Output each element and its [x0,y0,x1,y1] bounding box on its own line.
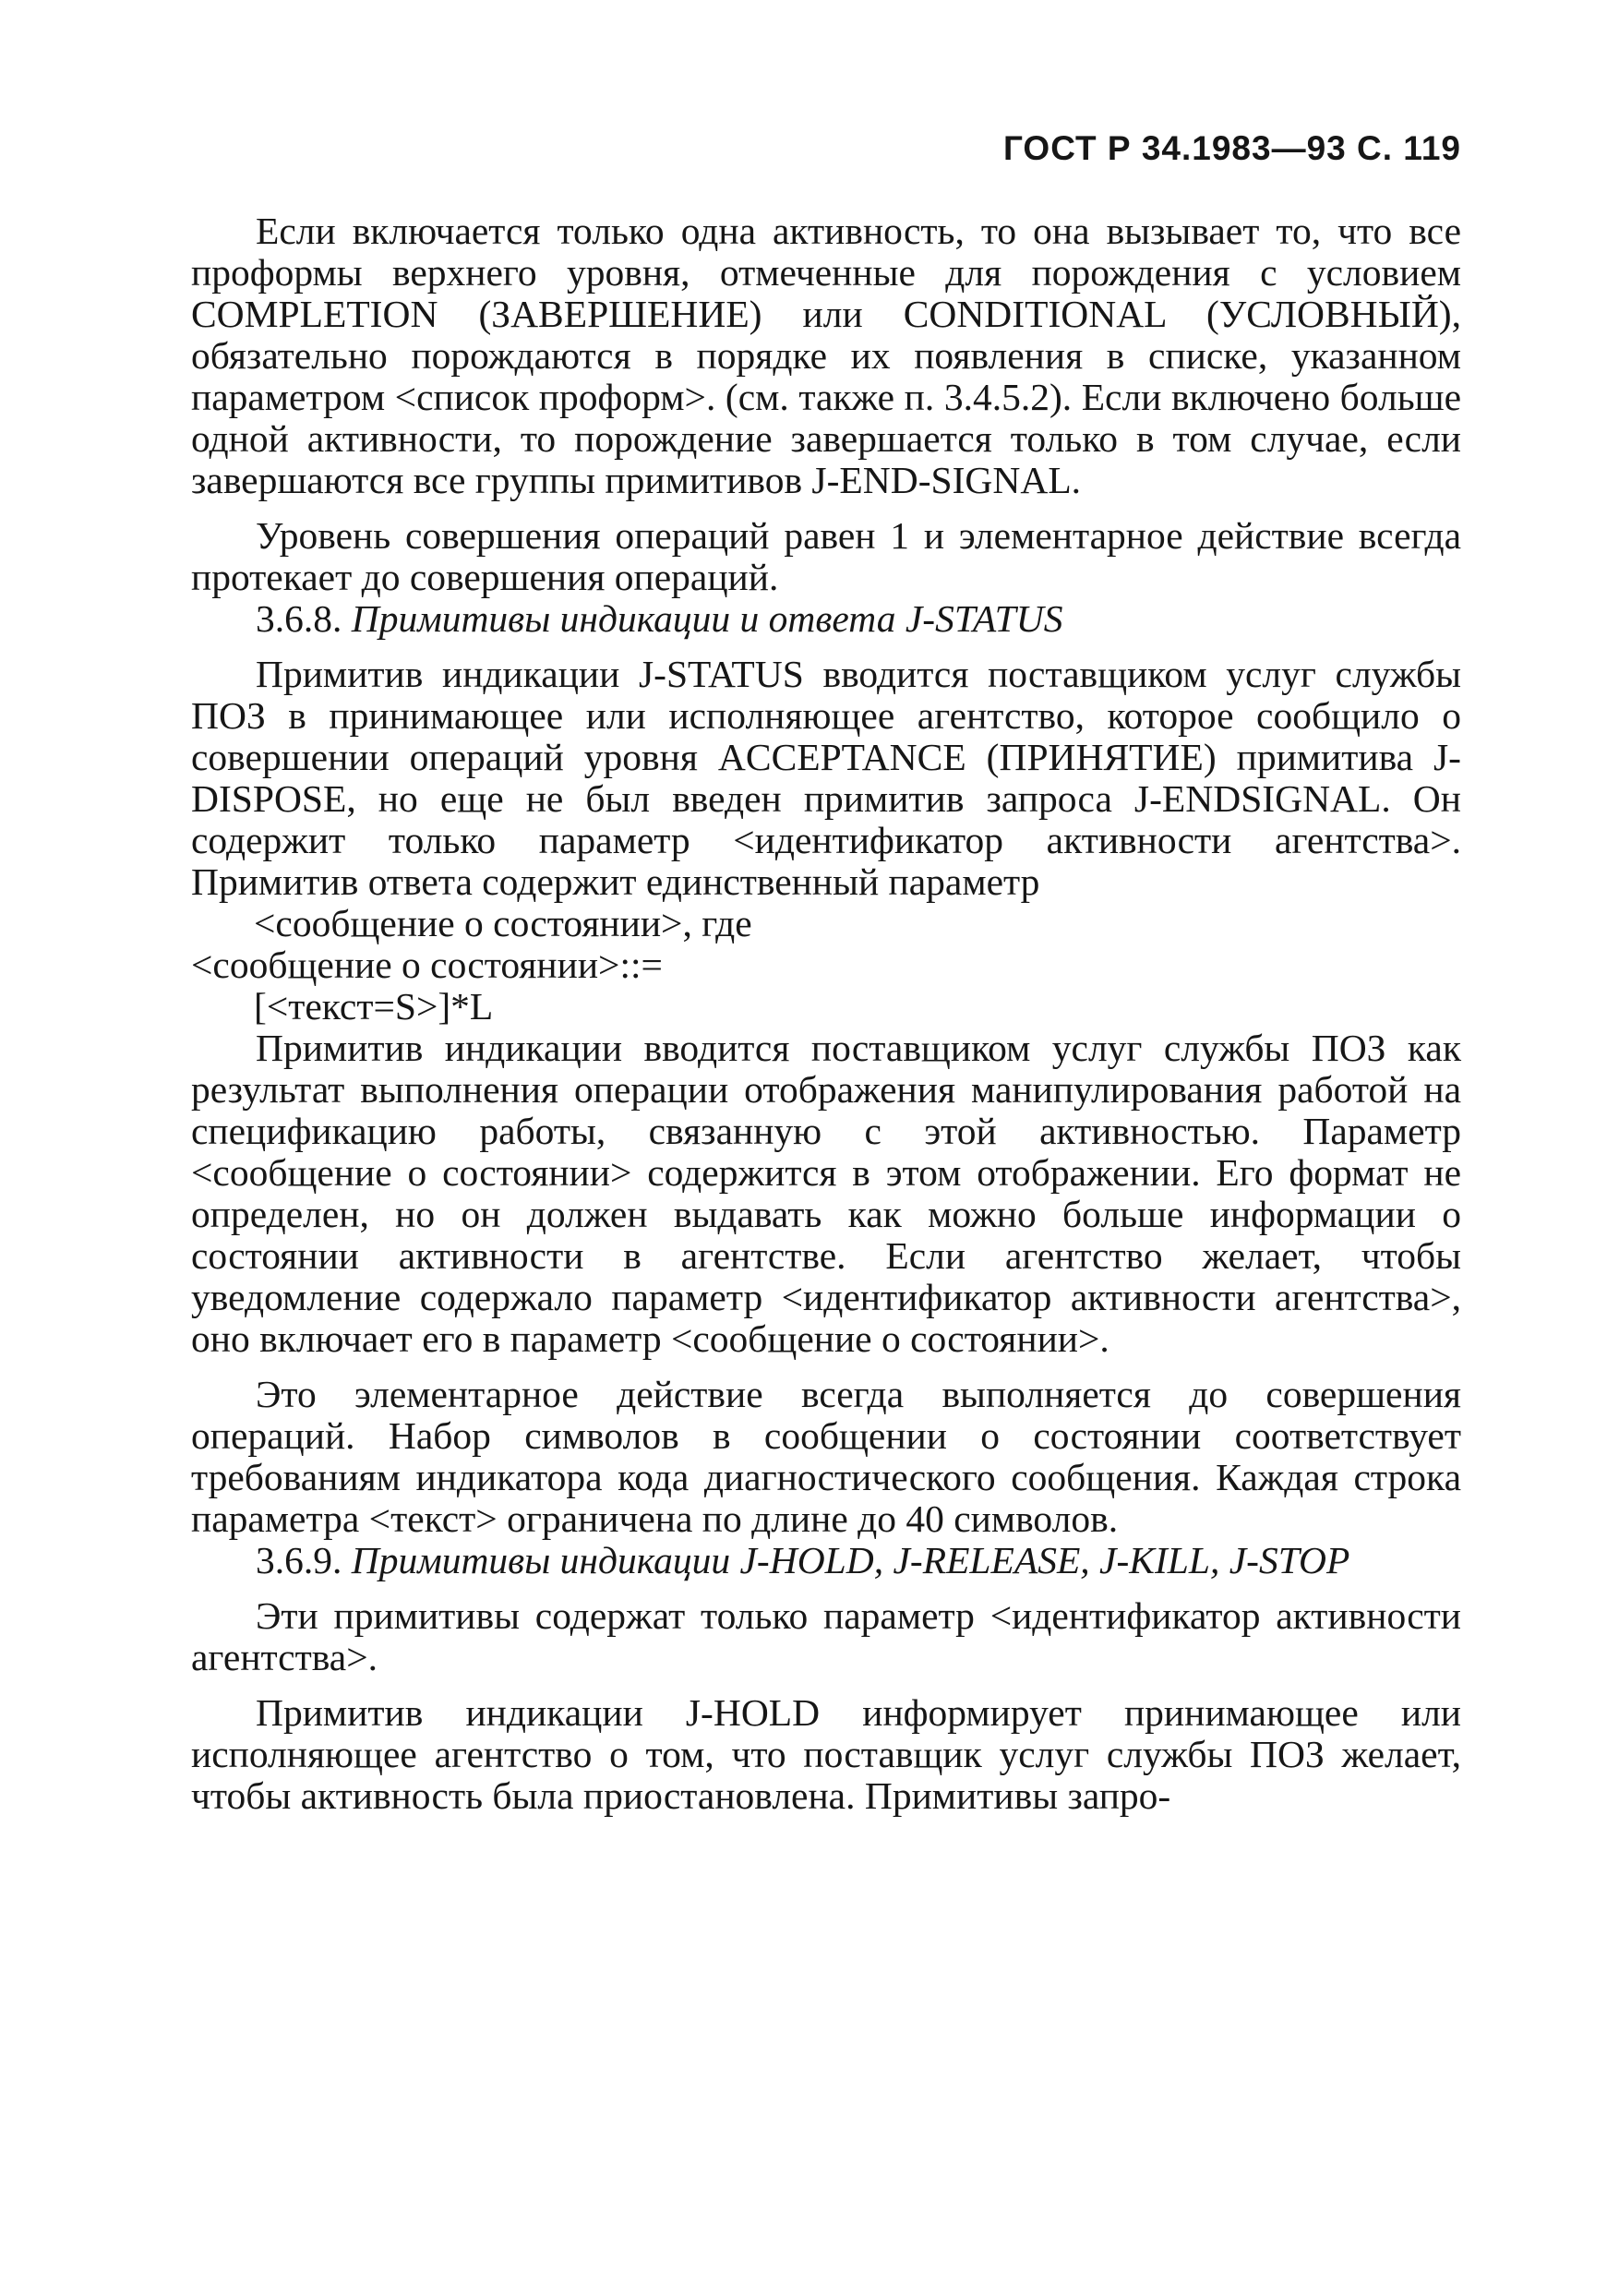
paragraph: Примитив индикации J-STATUS вводится поставщиком услуг службы ПОЗ в принимающее или исполняющее агентство, которое сообщило о совершении операций уровня ACCEPTANCE (ПРИНЯТИЕ) примитива J-DISPOSE, но еще не был введен примитив запроса J-ENDSIGNAL. Он содержит только параметр <идентификатор активности агентства>. Примитив ответа содержит единственный параметр [191,653,1461,903]
paragraph: Уровень совершения операций равен 1 и элементарное действие всегда протекает до совершения операций. [191,514,1461,598]
document-body [191,210,1461,1817]
section-heading [191,598,1461,640]
paragraph: Примитив индикации J-HOLD информирует принимающее или исполняющее агентство о том, что поставщик услуг службы ПОЗ желает, чтобы активность была приостановлена. Примитивы запро- [191,1691,1461,1817]
page-header: ГОСТ Р 34.1983—93 С. 119 [1002,129,1461,167]
section-number: 3.6.9. [256,1539,342,1581]
paragraph: Если включается только одна активность, то она вызывает то, что все проформы верхнего уровня, отмеченные для порождения с условием COMPLETION (ЗАВЕРШЕНИЕ) или CONDITIONAL (УСЛОВНЫЙ), обязательно порождаются в порядке их появления в списке, указанном параметром <список проформ>. (см. также п. 3.4.5.2). Если включено больше одной активности, то порождение завершается только в том случае, если завершаются все группы примитивов J-END-SIGNAL. [191,210,1461,501]
section-heading [191,1540,1461,1581]
section-title: Примитивы индикации J-HOLD, J-RELEASE, J-KILL, J-STOP [351,1539,1350,1581]
section-number: 3.6.8. [256,597,342,640]
section-title: Примитивы индикации и ответа J-STATUS [351,597,1063,640]
paragraph: Это элементарное действие всегда выполняется до совершения операций. Набор символов в сообщении о состоянии соответствует требованиям индикатора кода диагностического сообщения. Каждая строка параметра <текст> ограничена по длине до 40 символов. [191,1373,1461,1540]
paragraph: Эти примитивы содержат только параметр <идентификатор активности агентства>. [191,1594,1461,1678]
paragraph: Примитив индикации вводится поставщиком услуг службы ПОЗ как результат выполнения операции отображения манипулирования работой на спецификацию работы, связанную с этой активностью. Параметр <сообщение о состоянии> содержится в этом отображении. Его формат не определен, но он должен выдавать как можно больше информации о состоянии активности в агентстве. Если агентство желает, чтобы уведомление содержало параметр <идентификатор активности агентства>, оно включает его в параметр <сообщение о состоянии>. [191,1027,1461,1360]
formula-line: [<текст=S>]*L [254,985,494,1028]
formula-line: <сообщение о состоянии>::= [191,944,663,986]
formula-line: <сообщение о состоянии>, где [254,902,752,944]
